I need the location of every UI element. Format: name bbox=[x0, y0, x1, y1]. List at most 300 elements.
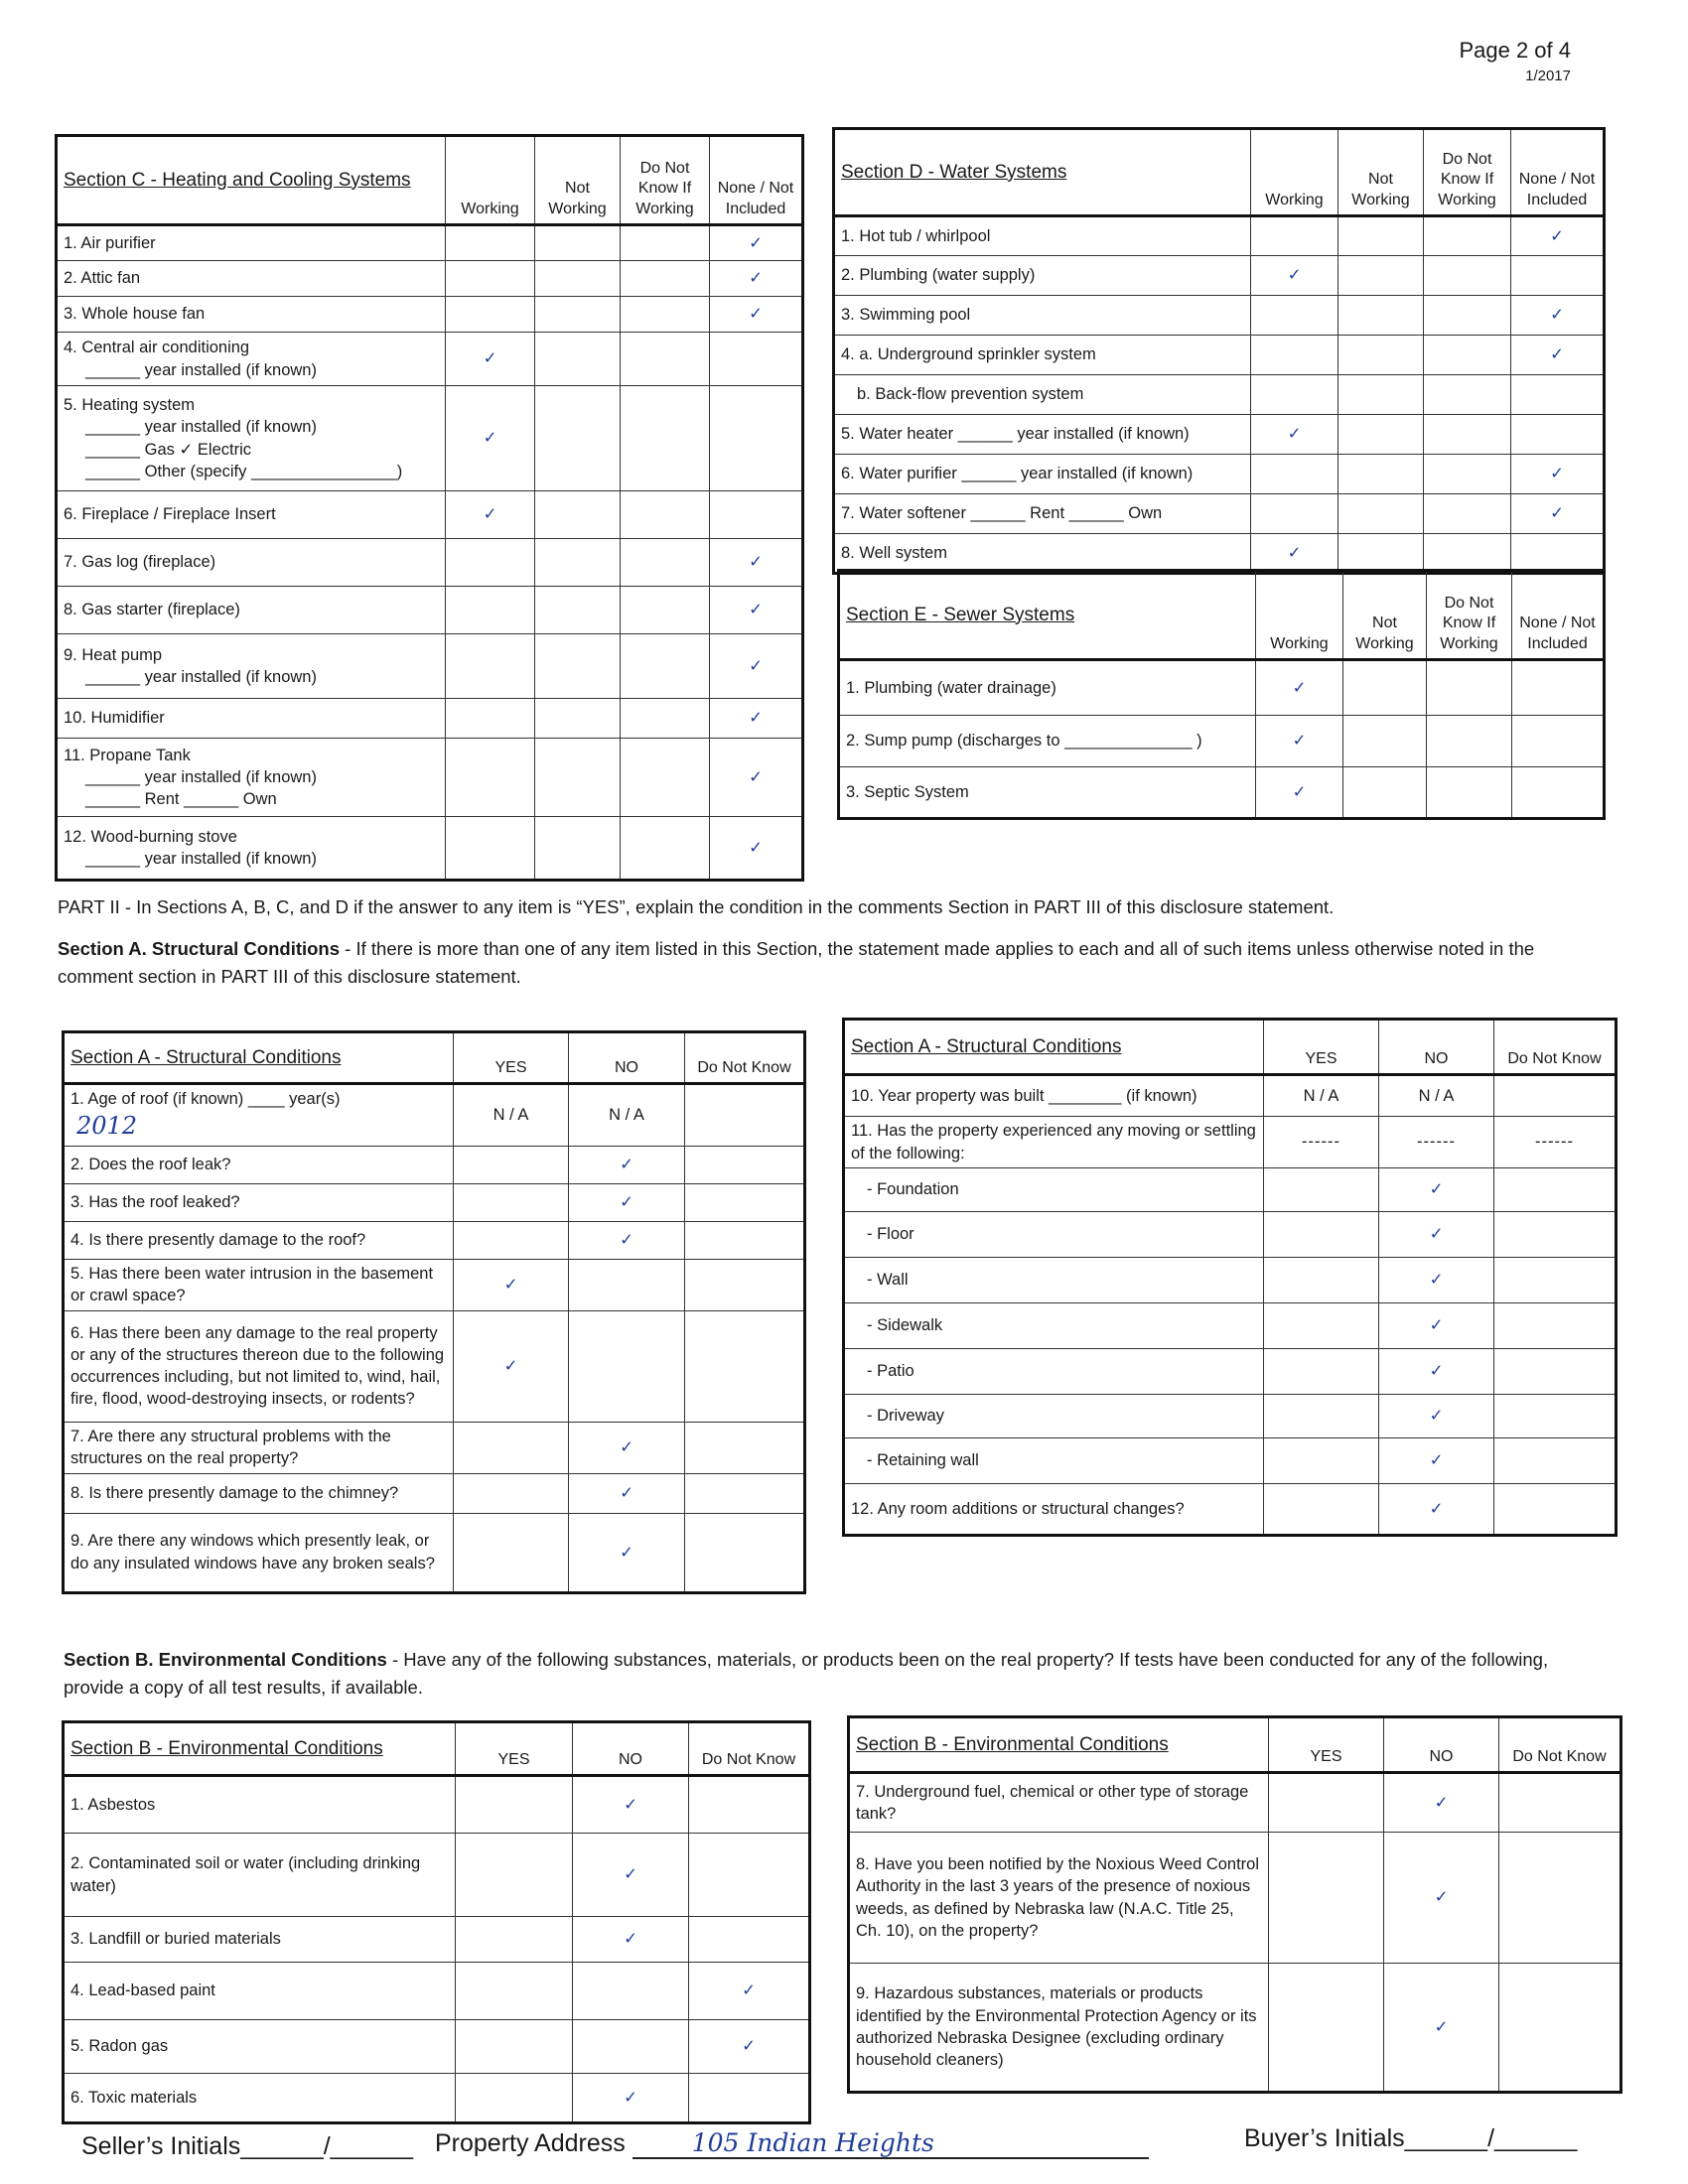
seller-initials-line: ______/______ bbox=[240, 2132, 414, 2160]
row-label-subline: ______ year installed (if known) bbox=[85, 850, 317, 868]
check-mark-icon[interactable]: ✓ bbox=[710, 817, 803, 881]
table-row bbox=[834, 375, 1605, 415]
answer-cell[interactable] bbox=[685, 1310, 805, 1422]
row-label-text: 6. Toxic materials bbox=[70, 2088, 198, 2107]
answer-cell[interactable] bbox=[1343, 660, 1427, 716]
answer-cell[interactable] bbox=[535, 587, 621, 634]
answer-cell[interactable] bbox=[1424, 375, 1511, 415]
buyer-initials-label: Buyer’s Initials bbox=[1244, 2124, 1405, 2152]
answer-cell[interactable] bbox=[1264, 1438, 1379, 1484]
row-label-text: 1. Age of roof (if known) ____ year(s) bbox=[70, 1090, 341, 1108]
answer-cell[interactable] bbox=[710, 386, 803, 491]
row-label-text: 6. Water purifier ______ year installed (if known) bbox=[841, 465, 1194, 483]
row-label bbox=[64, 1422, 454, 1473]
check-mark-icon[interactable]: ✓ bbox=[569, 1183, 685, 1221]
section-b-intro bbox=[64, 1646, 1613, 1702]
check-mark-icon[interactable]: ✓ bbox=[569, 1221, 685, 1259]
answer-cell[interactable] bbox=[1512, 660, 1605, 716]
table-row bbox=[834, 455, 1605, 494]
table-row bbox=[64, 1513, 805, 1592]
answer-cell[interactable] bbox=[1264, 1303, 1379, 1349]
answer-cell[interactable] bbox=[1251, 296, 1338, 336]
answer-cell[interactable] bbox=[446, 539, 535, 587]
row-label-text: 3. Septic System bbox=[846, 782, 969, 801]
col-do-not-know: Do Not Know bbox=[1494, 1020, 1617, 1075]
answer-cell[interactable] bbox=[535, 491, 621, 539]
row-label bbox=[64, 1084, 454, 1147]
answer-cell[interactable] bbox=[1264, 1395, 1379, 1438]
answer-cell[interactable] bbox=[1427, 716, 1512, 767]
table-row bbox=[839, 660, 1605, 716]
answer-cell[interactable] bbox=[1511, 415, 1605, 455]
property-address-label: Property Address bbox=[435, 2129, 626, 2157]
check-mark-icon[interactable]: ✓ bbox=[1384, 1964, 1499, 2093]
answer-cell[interactable] bbox=[569, 1259, 685, 1310]
answer-cell[interactable] bbox=[710, 333, 803, 386]
answer-cell[interactable] bbox=[535, 739, 621, 817]
answer-cell[interactable] bbox=[1343, 716, 1427, 767]
check-mark-icon[interactable]: ✓ bbox=[1256, 767, 1343, 819]
answer-cell[interactable] bbox=[1251, 336, 1338, 375]
col-no: NO bbox=[573, 1722, 689, 1776]
answer-cell[interactable] bbox=[1338, 216, 1424, 256]
col-none: None / Not Included bbox=[1512, 571, 1605, 660]
answer-cell[interactable] bbox=[1424, 296, 1511, 336]
answer-cell[interactable] bbox=[1251, 375, 1338, 415]
answer-cell[interactable] bbox=[535, 225, 621, 261]
answer-cell[interactable] bbox=[1494, 1075, 1617, 1117]
answer-cell[interactable] bbox=[1499, 1773, 1621, 1833]
row-label-text: - Driveway bbox=[867, 1407, 944, 1426]
check-mark-icon[interactable]: ✓ bbox=[573, 1834, 689, 1917]
answer-cell[interactable] bbox=[685, 1513, 805, 1592]
row-label bbox=[834, 256, 1251, 296]
row-label bbox=[844, 1395, 1264, 1438]
check-mark-icon[interactable]: ✓ bbox=[1511, 216, 1605, 256]
answer-cell[interactable] bbox=[1512, 767, 1605, 819]
row-label bbox=[839, 767, 1256, 819]
check-mark-icon[interactable]: ✓ bbox=[454, 1259, 569, 1310]
answer-cell[interactable] bbox=[535, 261, 621, 297]
row-label-text: 8. Is there presently damage to the chimney? bbox=[70, 1484, 399, 1503]
row-label bbox=[57, 587, 446, 634]
answer-cell[interactable] bbox=[1494, 1438, 1617, 1484]
check-mark-icon[interactable]: ✓ bbox=[1379, 1258, 1494, 1303]
table-row bbox=[64, 1422, 805, 1473]
row-label-text: 1. Plumbing (water drainage) bbox=[846, 678, 1056, 697]
row-label-text: - Floor bbox=[867, 1225, 914, 1244]
answer-cell[interactable] bbox=[685, 1473, 805, 1513]
answer-cell[interactable] bbox=[621, 297, 710, 333]
check-mark-icon[interactable]: ✓ bbox=[689, 2020, 810, 2074]
answer-cell[interactable] bbox=[1424, 216, 1511, 256]
answer-cell[interactable] bbox=[1494, 1168, 1617, 1212]
answer-cell[interactable] bbox=[1264, 1212, 1379, 1258]
row-label-text: 10. Humidifier bbox=[64, 709, 165, 728]
property-address-value: 105 Indian Heights bbox=[633, 2128, 1149, 2159]
answer-cell[interactable] bbox=[454, 1513, 569, 1592]
answer-cell[interactable] bbox=[1424, 415, 1511, 455]
check-mark-icon[interactable]: ✓ bbox=[1256, 716, 1343, 767]
dash-cell[interactable]: ------ bbox=[1494, 1117, 1617, 1168]
check-mark-icon[interactable]: ✓ bbox=[1511, 296, 1605, 336]
answer-cell[interactable] bbox=[621, 817, 710, 881]
answer-cell[interactable] bbox=[535, 333, 621, 386]
table-row bbox=[844, 1075, 1617, 1117]
answer-cell[interactable] bbox=[689, 1834, 810, 1917]
section-a-text: - If there is more than one of any item listed in this Section, the statement made applies to each and all of such items unless otherwise noted in the comment section in PART III of this disclosure statement. bbox=[58, 938, 1535, 987]
check-mark-icon[interactable]: ✓ bbox=[569, 1513, 685, 1592]
row-label bbox=[844, 1212, 1264, 1258]
answer-cell[interactable] bbox=[1338, 375, 1424, 415]
answer-cell[interactable] bbox=[1264, 1258, 1379, 1303]
answer-cell[interactable] bbox=[685, 1422, 805, 1473]
check-mark-icon[interactable]: ✓ bbox=[1384, 1773, 1499, 1833]
row-label bbox=[57, 817, 446, 881]
buyer-initials bbox=[1244, 2124, 1577, 2153]
row-label-text: 1. Air purifier bbox=[64, 233, 156, 252]
answer-cell[interactable] bbox=[621, 225, 710, 261]
row-label-text: - Retaining wall bbox=[867, 1451, 979, 1470]
row-label bbox=[64, 2020, 456, 2074]
section-a-heading: Section A. Structural Conditions bbox=[58, 938, 341, 959]
answer-cell[interactable] bbox=[454, 1146, 569, 1183]
row-label bbox=[64, 1183, 454, 1221]
check-mark-icon[interactable]: ✓ bbox=[1379, 1395, 1494, 1438]
answer-cell[interactable] bbox=[573, 1963, 689, 2020]
check-mark-icon[interactable]: ✓ bbox=[1379, 1168, 1494, 1212]
col-yes: YES bbox=[1269, 1717, 1384, 1773]
answer-cell[interactable] bbox=[1511, 534, 1605, 574]
environmental-b-right-table bbox=[847, 1715, 1622, 2094]
table-row bbox=[844, 1168, 1617, 1212]
answer-cell[interactable] bbox=[689, 1776, 810, 1834]
answer-cell[interactable] bbox=[456, 2020, 573, 2074]
check-mark-icon[interactable]: ✓ bbox=[710, 634, 803, 699]
check-mark-icon[interactable]: ✓ bbox=[446, 491, 535, 539]
table-row bbox=[844, 1349, 1617, 1395]
check-mark-icon[interactable]: ✓ bbox=[454, 1310, 569, 1422]
answer-cell[interactable] bbox=[689, 1917, 810, 1963]
answer-cell[interactable] bbox=[1269, 1773, 1384, 1833]
answer-cell[interactable] bbox=[446, 739, 535, 817]
answer-cell[interactable] bbox=[621, 587, 710, 634]
answer-cell[interactable] bbox=[621, 261, 710, 297]
table-row bbox=[57, 333, 803, 386]
row-label-text: 5. Radon gas bbox=[70, 2037, 169, 2056]
na-cell[interactable]: N / A bbox=[1379, 1075, 1494, 1117]
table-row bbox=[57, 739, 803, 817]
answer-cell[interactable] bbox=[454, 1473, 569, 1513]
check-mark-icon[interactable]: ✓ bbox=[573, 1776, 689, 1834]
seller-initials-label: Seller’s Initials bbox=[81, 2132, 241, 2160]
structural-a-title: Section A - Structural Conditions bbox=[64, 1032, 454, 1084]
table-row bbox=[834, 415, 1605, 455]
check-mark-icon[interactable]: ✓ bbox=[1379, 1303, 1494, 1349]
answer-cell[interactable] bbox=[685, 1084, 805, 1147]
answer-cell[interactable] bbox=[1424, 256, 1511, 296]
answer-cell[interactable] bbox=[1494, 1395, 1617, 1438]
answer-cell[interactable] bbox=[446, 634, 535, 699]
check-mark-icon[interactable]: ✓ bbox=[710, 539, 803, 587]
check-mark-icon[interactable]: ✓ bbox=[1511, 336, 1605, 375]
answer-cell[interactable] bbox=[685, 1183, 805, 1221]
check-mark-icon[interactable]: ✓ bbox=[573, 1917, 689, 1963]
answer-cell[interactable] bbox=[1264, 1168, 1379, 1212]
col-no: NO bbox=[569, 1032, 685, 1084]
answer-cell[interactable] bbox=[1343, 767, 1427, 819]
row-label-text: 7. Are there any structural problems with the structures on the real property? bbox=[70, 1427, 391, 1468]
answer-cell[interactable] bbox=[454, 1221, 569, 1259]
answer-cell[interactable] bbox=[569, 1310, 685, 1422]
row-label-text: 11. Has the property experienced any moving or settling of the following: bbox=[851, 1122, 1256, 1162]
answer-cell[interactable] bbox=[535, 634, 621, 699]
check-mark-icon[interactable]: ✓ bbox=[1379, 1349, 1494, 1395]
answer-cell[interactable] bbox=[1494, 1349, 1617, 1395]
answer-cell[interactable] bbox=[1251, 455, 1338, 494]
answer-cell[interactable] bbox=[1338, 296, 1424, 336]
check-mark-icon[interactable]: ✓ bbox=[1511, 494, 1605, 534]
seller-initials bbox=[81, 2132, 413, 2161]
answer-cell[interactable] bbox=[1494, 1258, 1617, 1303]
answer-cell[interactable] bbox=[1494, 1212, 1617, 1258]
answer-cell[interactable] bbox=[1269, 1964, 1384, 2093]
table-row bbox=[57, 297, 803, 333]
check-mark-icon[interactable]: ✓ bbox=[1251, 534, 1338, 574]
answer-cell[interactable] bbox=[621, 634, 710, 699]
table-row bbox=[57, 587, 803, 634]
answer-cell[interactable] bbox=[1338, 534, 1424, 574]
answer-cell[interactable] bbox=[710, 491, 803, 539]
row-label-text: 3. Whole house fan bbox=[64, 305, 206, 324]
row-label-text: 11. Propane Tank bbox=[64, 746, 191, 764]
table-row bbox=[57, 817, 803, 881]
section-b-heading: Section B. Environmental Conditions bbox=[64, 1649, 387, 1670]
answer-cell[interactable] bbox=[535, 817, 621, 881]
table-row bbox=[64, 1259, 805, 1310]
answer-cell[interactable] bbox=[621, 739, 710, 817]
row-label bbox=[844, 1117, 1264, 1168]
answer-cell[interactable] bbox=[1269, 1833, 1384, 1964]
answer-cell[interactable] bbox=[456, 1963, 573, 2020]
answer-cell[interactable] bbox=[1338, 336, 1424, 375]
check-mark-icon[interactable]: ✓ bbox=[710, 261, 803, 297]
answer-cell[interactable] bbox=[621, 386, 710, 491]
answer-cell[interactable] bbox=[1512, 716, 1605, 767]
row-label-text: 8. Gas starter (fireplace) bbox=[64, 601, 240, 619]
answer-cell[interactable] bbox=[1251, 494, 1338, 534]
answer-cell[interactable] bbox=[456, 1834, 573, 1917]
check-mark-icon[interactable]: ✓ bbox=[569, 1473, 685, 1513]
row-label bbox=[57, 699, 446, 739]
row-label-text: 2. Does the roof leak? bbox=[70, 1156, 231, 1174]
table-row bbox=[57, 699, 803, 739]
check-mark-icon[interactable]: ✓ bbox=[689, 1963, 810, 2020]
row-label-text: 2. Sump pump (discharges to ______________ ) bbox=[846, 732, 1202, 751]
table-row bbox=[839, 716, 1605, 767]
check-mark-icon[interactable]: ✓ bbox=[710, 739, 803, 817]
table-row bbox=[849, 1833, 1621, 1964]
answer-cell[interactable] bbox=[1494, 1484, 1617, 1536]
answer-cell[interactable] bbox=[446, 699, 535, 739]
answer-cell[interactable] bbox=[446, 817, 535, 881]
answer-cell[interactable] bbox=[446, 225, 535, 261]
check-mark-icon[interactable]: ✓ bbox=[710, 225, 803, 261]
answer-cell[interactable] bbox=[689, 2074, 810, 2123]
check-mark-icon[interactable]: ✓ bbox=[1251, 415, 1338, 455]
row-label bbox=[64, 1513, 454, 1592]
check-mark-icon[interactable]: ✓ bbox=[569, 1146, 685, 1183]
dash-cell[interactable]: ------ bbox=[1379, 1117, 1494, 1168]
answer-cell[interactable] bbox=[621, 491, 710, 539]
answer-cell[interactable] bbox=[456, 2074, 573, 2123]
answer-cell[interactable] bbox=[685, 1221, 805, 1259]
row-label-text: 2. Contaminated soil or water (including drinking water) bbox=[70, 1854, 421, 1895]
check-mark-icon[interactable]: ✓ bbox=[710, 699, 803, 739]
row-label-text: 4. a. Underground sprinkler system bbox=[841, 345, 1096, 364]
col-none: None / Not Included bbox=[1511, 129, 1605, 216]
table-row bbox=[834, 534, 1605, 574]
row-label-text: 9. Are there any windows which presently leak, or do any insulated windows have any broken seals? bbox=[70, 1532, 435, 1572]
table-row bbox=[57, 634, 803, 699]
answer-cell[interactable] bbox=[1264, 1484, 1379, 1536]
check-mark-icon[interactable]: ✓ bbox=[1511, 455, 1605, 494]
col-no: NO bbox=[1384, 1717, 1499, 1773]
row-label-subline: ______ Other (specify ________________) bbox=[85, 462, 403, 480]
check-mark-icon[interactable]: ✓ bbox=[446, 386, 535, 491]
answer-cell[interactable] bbox=[1499, 1964, 1621, 2093]
answer-cell[interactable] bbox=[1511, 375, 1605, 415]
row-label-text: 7. Underground fuel, chemical or other type of storage tank? bbox=[856, 1782, 1249, 1823]
row-label bbox=[64, 1834, 456, 1917]
table-row bbox=[849, 1964, 1621, 2093]
answer-cell[interactable] bbox=[573, 2020, 689, 2074]
answer-cell[interactable] bbox=[1427, 660, 1512, 716]
col-do-not-know: Do Not Know bbox=[685, 1032, 805, 1084]
na-cell[interactable]: N / A bbox=[1264, 1075, 1379, 1117]
answer-cell[interactable] bbox=[1427, 767, 1512, 819]
row-label-text: 10. Year property was built ________ (if known) bbox=[851, 1086, 1197, 1105]
dash-cell[interactable]: ------ bbox=[1264, 1117, 1379, 1168]
col-not-working: Not Working bbox=[535, 136, 621, 225]
table-row bbox=[834, 494, 1605, 534]
answer-cell[interactable] bbox=[1338, 455, 1424, 494]
check-mark-icon[interactable]: ✓ bbox=[573, 2074, 689, 2123]
answer-cell[interactable] bbox=[685, 1146, 805, 1183]
answer-cell[interactable] bbox=[1264, 1349, 1379, 1395]
answer-cell[interactable] bbox=[456, 1776, 573, 1834]
answer-cell[interactable] bbox=[1338, 415, 1424, 455]
table-row bbox=[64, 1473, 805, 1513]
check-mark-icon[interactable]: ✓ bbox=[1379, 1438, 1494, 1484]
answer-cell[interactable] bbox=[456, 1917, 573, 1963]
col-not-working: Not Working bbox=[1343, 571, 1427, 660]
row-label bbox=[839, 660, 1256, 716]
answer-cell[interactable] bbox=[454, 1183, 569, 1221]
check-mark-icon[interactable]: ✓ bbox=[446, 333, 535, 386]
answer-cell[interactable] bbox=[1499, 1833, 1621, 1964]
table-row bbox=[57, 386, 803, 491]
answer-cell[interactable] bbox=[535, 386, 621, 491]
row-label bbox=[849, 1964, 1269, 2093]
check-mark-icon[interactable]: ✓ bbox=[1384, 1833, 1499, 1964]
table-row bbox=[834, 336, 1605, 375]
answer-cell[interactable] bbox=[1494, 1303, 1617, 1349]
row-label bbox=[57, 225, 446, 261]
col-none: None / Not Included bbox=[710, 136, 803, 225]
table-row bbox=[57, 491, 803, 539]
answer-cell[interactable] bbox=[1251, 216, 1338, 256]
page-number: Page 2 of 4 bbox=[1459, 38, 1571, 63]
row-label bbox=[839, 716, 1256, 767]
answer-cell[interactable] bbox=[446, 587, 535, 634]
row-label-text: 7. Water softener ______ Rent ______ Own bbox=[841, 504, 1163, 523]
check-mark-icon[interactable]: ✓ bbox=[1379, 1212, 1494, 1258]
table-row bbox=[844, 1117, 1617, 1168]
property-address bbox=[435, 2128, 1149, 2159]
row-label-subline: ______ year installed (if known) bbox=[85, 668, 317, 686]
row-label bbox=[844, 1168, 1264, 1212]
answer-cell[interactable] bbox=[446, 261, 535, 297]
na-cell[interactable]: N / A bbox=[569, 1084, 685, 1147]
answer-cell[interactable] bbox=[685, 1259, 805, 1310]
answer-cell[interactable] bbox=[1338, 256, 1424, 296]
answer-cell[interactable] bbox=[1511, 256, 1605, 296]
row-label bbox=[834, 375, 1251, 415]
row-label bbox=[849, 1833, 1269, 1964]
check-mark-icon[interactable]: ✓ bbox=[1379, 1484, 1494, 1536]
answer-cell[interactable] bbox=[621, 539, 710, 587]
check-mark-icon[interactable]: ✓ bbox=[710, 587, 803, 634]
answer-cell[interactable] bbox=[1424, 494, 1511, 534]
answer-cell[interactable] bbox=[1424, 534, 1511, 574]
check-mark-icon[interactable]: ✓ bbox=[1256, 660, 1343, 716]
table-row bbox=[844, 1212, 1617, 1258]
answer-cell[interactable] bbox=[535, 297, 621, 333]
row-label bbox=[64, 2074, 456, 2123]
table-row bbox=[64, 1221, 805, 1259]
structural-a-title: Section A - Structural Conditions bbox=[844, 1020, 1264, 1075]
check-mark-icon[interactable]: ✓ bbox=[710, 297, 803, 333]
row-label-text: 3. Landfill or buried materials bbox=[70, 1930, 281, 1949]
row-label-text: 6. Has there been any damage to the real property or any of the structures thereon due to the following occurrences including, but not limited to, wind, hail, fire, flood, wood-destroying insects, or rodents? bbox=[70, 1323, 445, 1409]
row-label-subline: ______ Rent ______ Own bbox=[85, 790, 277, 809]
answer-cell[interactable] bbox=[535, 699, 621, 739]
row-label-text: 1. Hot tub / whirlpool bbox=[841, 226, 991, 245]
answer-cell[interactable] bbox=[621, 699, 710, 739]
answer-cell[interactable] bbox=[621, 333, 710, 386]
row-label-text: 12. Wood-burning stove bbox=[64, 827, 237, 846]
structural-a-right-table bbox=[842, 1018, 1618, 1537]
answer-cell[interactable] bbox=[535, 539, 621, 587]
answer-cell[interactable] bbox=[446, 297, 535, 333]
row-label bbox=[57, 634, 446, 699]
check-mark-icon[interactable]: ✓ bbox=[569, 1422, 685, 1473]
row-label-text: 1. Asbestos bbox=[70, 1795, 156, 1814]
table-row bbox=[64, 1834, 810, 1917]
answer-cell[interactable] bbox=[1424, 455, 1511, 494]
answer-cell[interactable] bbox=[1338, 494, 1424, 534]
row-label-text: 4. Is there presently damage to the roof? bbox=[70, 1231, 366, 1250]
table-row bbox=[64, 1963, 810, 2020]
answer-cell[interactable] bbox=[454, 1422, 569, 1473]
answer-cell[interactable] bbox=[1424, 336, 1511, 375]
table-row bbox=[57, 225, 803, 261]
na-cell[interactable]: N / A bbox=[454, 1084, 569, 1147]
row-label-text: 4. Central air conditioning bbox=[64, 339, 250, 357]
check-mark-icon[interactable]: ✓ bbox=[1251, 256, 1338, 296]
col-working: Working bbox=[1256, 571, 1343, 660]
